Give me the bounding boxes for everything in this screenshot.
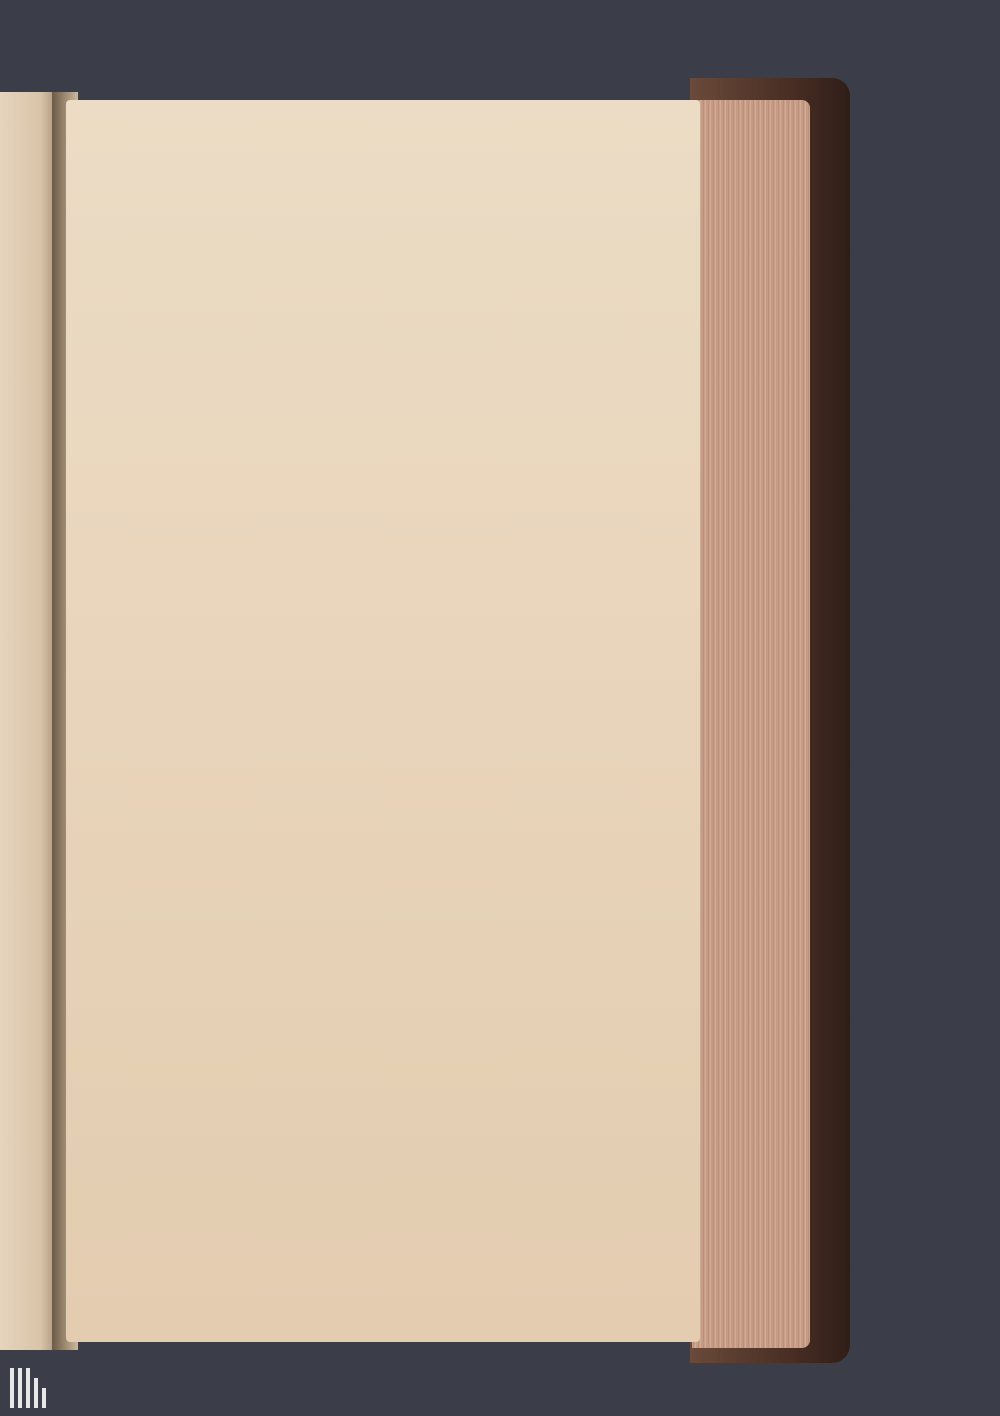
library-logo-icon: [10, 1368, 52, 1408]
right-page: [66, 100, 700, 1342]
page-edges: [692, 100, 810, 1348]
book-scan: [0, 78, 850, 1363]
left-page: [0, 92, 58, 1350]
